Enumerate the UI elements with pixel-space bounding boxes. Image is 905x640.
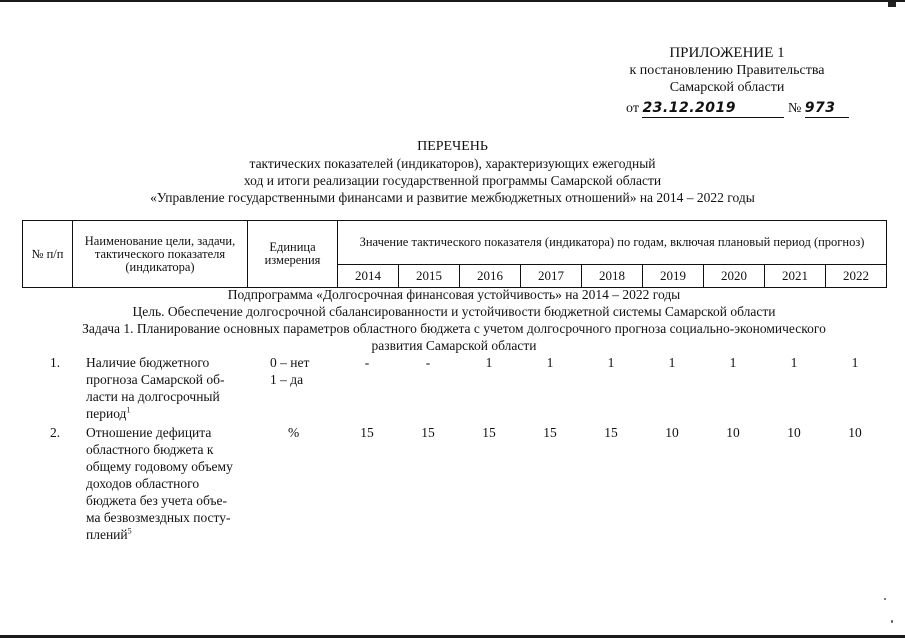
approval-title: ПРИЛОЖЕНИЕ 1 (669, 45, 785, 61)
value-2021: 10 (787, 425, 801, 440)
number-prefix: № (787, 101, 802, 116)
indicator-name-line: ма безвозмездных посту- (86, 510, 231, 525)
value-2015: 15 (421, 425, 435, 440)
heading-line-2: ход и итоги реализации государственной программы Самарской области (243, 173, 662, 188)
col-header-values: Значение тактического показателя (индикатора) по годам, включая плановый период (прогноз) (338, 221, 887, 265)
value-2015: - (425, 355, 431, 370)
footnote-mark: 1 (126, 405, 131, 415)
year-2014: 2014 (338, 265, 399, 288)
scan-mark (888, 2, 896, 7)
year-2021: 2021 (765, 265, 826, 288)
indicator-unit (270, 424, 330, 441)
year-2019: 2019 (643, 265, 704, 288)
unit-line: 0 – нет (270, 355, 310, 370)
year-2017: 2017 (521, 265, 582, 288)
goal-title: Цель. Обеспечение долгосрочной сбалансированности и устойчивости бюджетной системы Самарской области (132, 304, 776, 319)
indicator-name-line: доходов областного (86, 476, 200, 491)
value-2017: 1 (546, 355, 554, 370)
scan-speck (891, 620, 893, 623)
scan-speck (884, 598, 886, 600)
value-2016: 15 (482, 425, 496, 440)
value-2014: - (364, 355, 370, 370)
value-2017: 15 (543, 425, 557, 440)
section-headings (22, 286, 886, 354)
value-2022: 1 (851, 355, 859, 370)
year-2015: 2015 (399, 265, 460, 288)
col-header-unit: Единица измерения (248, 221, 338, 288)
value-2018: 1 (607, 355, 615, 370)
indicator-name-line: общему годовому объему (86, 459, 233, 474)
indicator-name-line: прогноза Самарской об- (86, 372, 225, 387)
indicator-name-line: Отношение дефицита (86, 425, 212, 440)
number-field (805, 100, 849, 118)
task-title-line-2: развития Самарской области (371, 338, 537, 353)
value-2019: 1 (668, 355, 676, 370)
indicator-unit (270, 354, 330, 388)
date-prefix: от (626, 101, 639, 116)
indicator-name-text: плений (86, 527, 128, 542)
indicator-name-line (86, 405, 252, 422)
subprogram-title: Подпрограмма «Долгосрочная финансовая устойчивость» на 2014 – 2022 годы (227, 287, 681, 302)
scan-edge-top (0, 0, 905, 2)
col-header-name: Наименование цели, задачи, тактического показателя (индикатора) (73, 221, 248, 288)
year-2022: 2022 (826, 265, 887, 288)
unit-line: % (288, 425, 300, 440)
col-header-number: № п/п (23, 221, 73, 288)
date-field (642, 100, 784, 118)
footnote-mark: 5 (127, 526, 132, 536)
value-2018: 15 (604, 425, 618, 440)
indicator-name-text: период (86, 406, 127, 421)
task-title-line-1: Задача 1. Планирование основных параметров областного бюджета с учетом долгосрочного прогноза социально-экономического (82, 321, 826, 336)
unit-line: 1 – да (270, 372, 304, 387)
approval-block (612, 45, 842, 96)
year-2018: 2018 (582, 265, 643, 288)
value-2019: 10 (665, 425, 679, 440)
indicator-name (86, 354, 252, 422)
approval-line-2: Самарской области (669, 80, 785, 95)
indicator-name-line: Наличие бюджетного (86, 355, 210, 370)
row-number: 1. (50, 355, 61, 370)
year-2020: 2020 (704, 265, 765, 288)
approval-line-1: к постановлению Правительства (629, 63, 825, 78)
heading-title: ПЕРЕЧЕНЬ (417, 139, 488, 154)
row-number: 2. (50, 425, 61, 440)
indicator-name-line (86, 526, 252, 543)
heading-line-3: «Управление государственными финансами и развитие межбюджетных отношений» на 2014 – 2022 годы (150, 190, 755, 205)
indicator-name (86, 424, 252, 543)
indicator-name-line: бюджета без учета объе- (86, 493, 227, 508)
value-2014: 15 (360, 425, 374, 440)
value-2022: 10 (848, 425, 862, 440)
value-2020: 10 (726, 425, 740, 440)
indicator-name-line: ласти на долгосрочный (86, 389, 220, 404)
value-2021: 1 (790, 355, 798, 370)
year-2016: 2016 (460, 265, 521, 288)
date-handwritten: 23.12.2019 (642, 100, 737, 116)
value-2020: 1 (729, 355, 737, 370)
indicators-table-header (22, 220, 887, 288)
scan-edge-bottom (0, 635, 905, 638)
number-handwritten: 973 (804, 100, 836, 116)
approval-date-number (626, 100, 849, 118)
value-2016: 1 (485, 355, 493, 370)
heading-line-1: тактических показателей (индикаторов), характеризующих ежегодный (249, 156, 656, 171)
indicator-name-line: областного бюджета к (86, 442, 214, 457)
document-heading (0, 138, 905, 206)
